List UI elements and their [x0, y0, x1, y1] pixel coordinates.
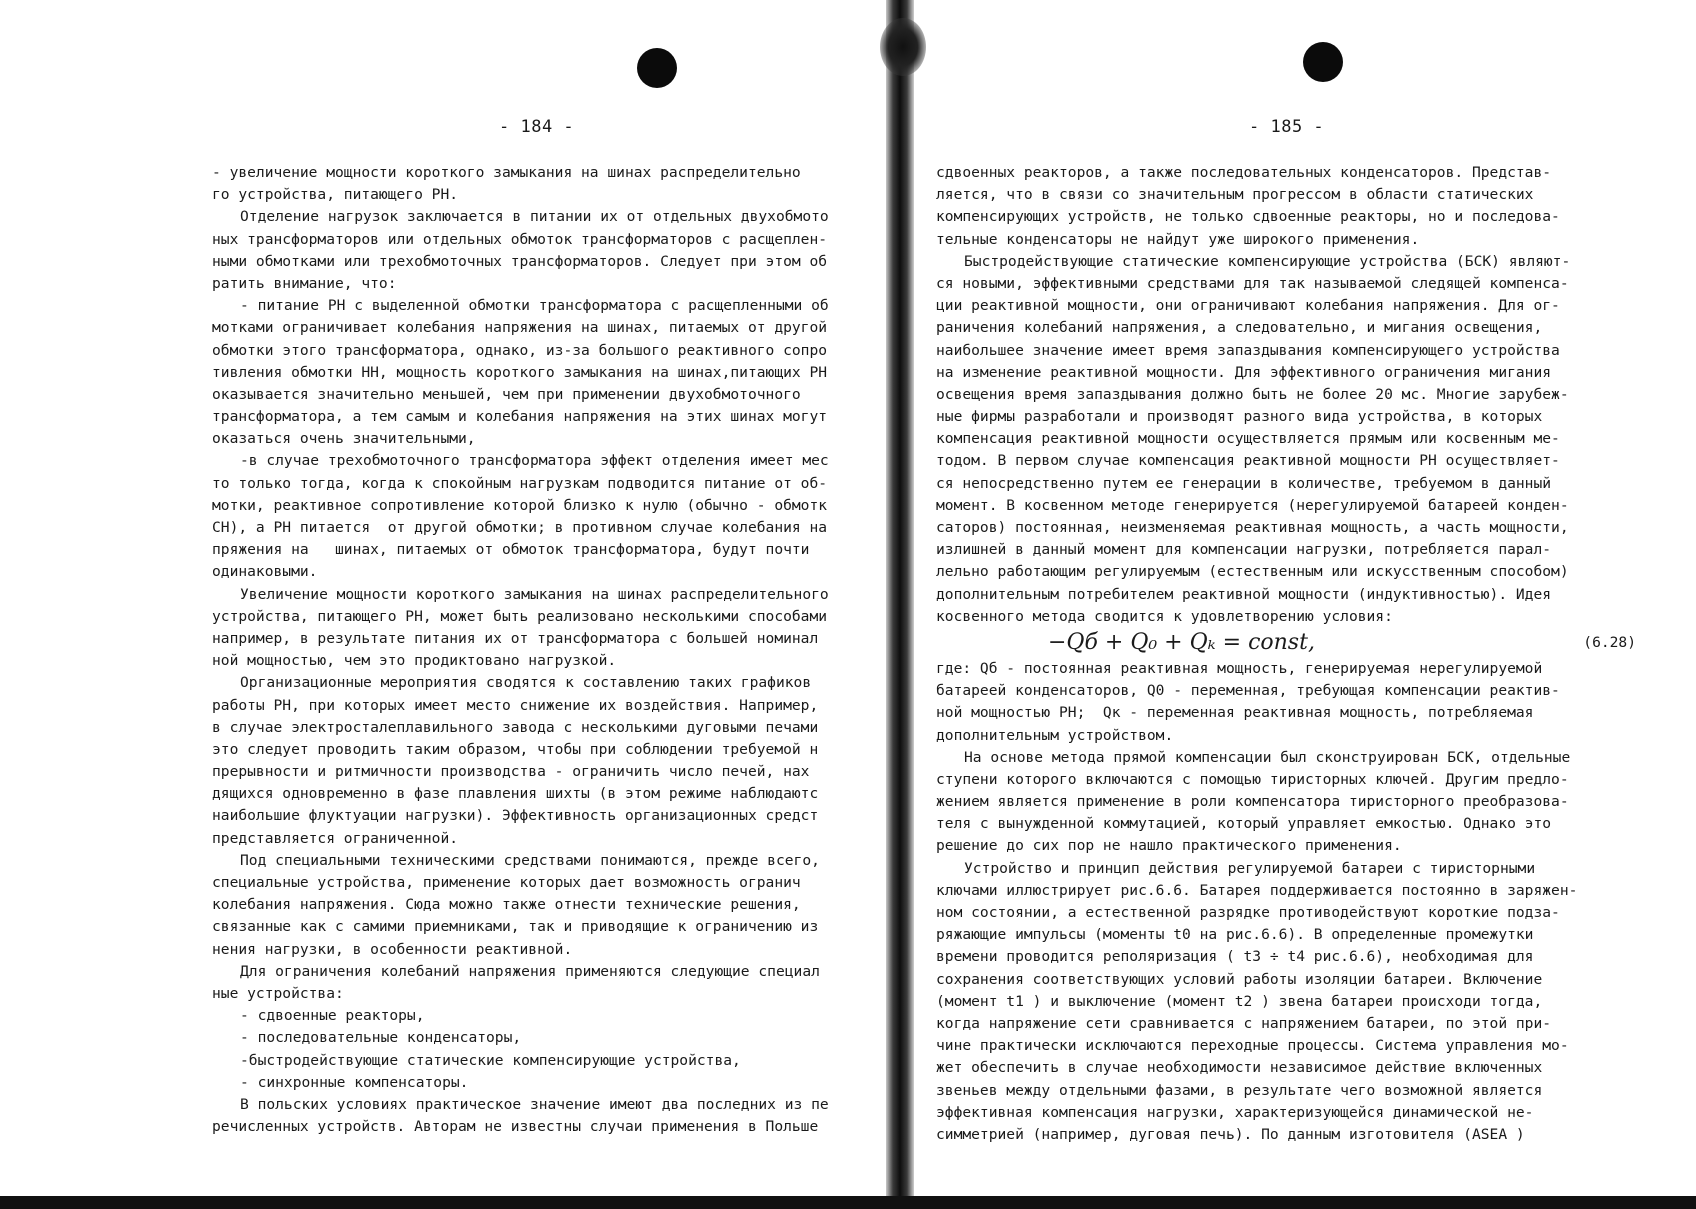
right-page [912, 0, 1696, 1209]
text-line: например, в результате питания их от трансформатора с большей номинал [212, 629, 819, 647]
text-line: обмотки этого трансформатора, однако, из-за большого реактивного сопро [212, 341, 828, 359]
text-line: ной мощностью, чем это продиктовано нагрузкой. [212, 652, 617, 670]
text-line: ряжающие импульсы (моменты t0 на рис.6.6). В определенные промежутки [936, 926, 1534, 944]
text-line: жением является применение в роли компенсатора тиристорного преобразова- [936, 793, 1569, 811]
text-line: в случае электросталеплавильного завода с несколькими дуговыми печами [212, 718, 819, 736]
text-line: Под специальными техническими средствами понимаются, прежде всего, [240, 851, 820, 869]
text-line: батареей конденсаторов, Q0 - переменная, требующая компенсации реактив- [936, 682, 1560, 700]
text-line: -в случае трехобмоточного трансформатора эффект отделения имеет мес [240, 452, 829, 470]
text-line: Увеличение мощности короткого замыкания на шинах распределительного [240, 585, 829, 603]
book-gutter-shadow [886, 0, 914, 1209]
text-line: компенсирующих устройств, не только сдвоенные реакторы, но и последова- [936, 208, 1560, 226]
text-line: ных трансформаторов или отдельных обмоток трансформаторов с расщеплен- [212, 230, 828, 248]
scan-bottom-edge [0, 1196, 1696, 1209]
text-after-formula [936, 658, 1636, 1146]
text-line: го устройства, питающего РН. [212, 186, 459, 204]
text-line: раничения колебаний напряжения, а следовательно, и мигания освещения, [936, 319, 1543, 337]
text-line: компенсация реактивной мощности осуществляется прямым или косвенным ме- [936, 430, 1560, 448]
text-line: СН), а РН питается от другой обмотки; в противном случае колебания на [212, 519, 828, 536]
punch-hole-icon [1303, 42, 1343, 82]
page-body-text [936, 162, 1636, 1146]
text-line: тодом. В первом случае компенсация реактивной мощности РН осуществляет- [936, 452, 1560, 470]
text-line: косвенного метода сводится к удовлетворению условия: [936, 607, 1393, 625]
text-line: связанные как с самими приемниками, так и приводящие к ограничению из [212, 918, 819, 936]
text-line: когда напряжение сети сравнивается с напряжением батареи, по этой при- [936, 1014, 1552, 1032]
text-line: - питание РН с выделенной обмотки трансформатора с расщепленными об [240, 297, 829, 315]
text-line: ступени которого включаются с помощью тиристорных ключей. Другим предло- [936, 770, 1569, 788]
text-line: ся непосредственно путем ее генерации в количестве, требуемом в данный [936, 474, 1552, 492]
text-line: дополнительным потребителем реактивной мощности (индуктивностью). Идея [936, 585, 1552, 603]
text-line: прерывности и ритмичности производства - ограничить число печей, нах [212, 763, 810, 781]
text-before-formula [936, 162, 1636, 628]
text-line: Отделение нагрузок заключается в питании их от отдельных двухобмото [240, 208, 829, 226]
text-line: - увеличение мощности короткого замыкания на шинах распределительно [212, 164, 801, 181]
text-line: времени проводится реполяризация ( t3 ÷ t4 рис.6.6), необходимая для [936, 948, 1534, 966]
equation-line [936, 628, 1636, 658]
text-line: ными обмотками или трехобмоточных трансформаторов. Следует при этом об [212, 252, 828, 270]
text-line: оказаться очень значительными, [212, 430, 476, 448]
punch-hole-icon [637, 48, 677, 88]
text-line: чине практически исключаются переходные процессы. Система управления мо- [936, 1037, 1569, 1055]
text-line: ные фирмы разработали и производят разного вида устройства, в которых [936, 408, 1543, 426]
equation-number: (6.28) [1583, 633, 1636, 651]
text-line: - синхронные компенсаторы. [240, 1073, 469, 1091]
text-line: мотки, реактивное сопротивление которой близко к нулю (обычно - обмотк [212, 496, 828, 514]
text-line: ключами иллюстрирует рис.6.6. Батарея поддерживается постоянно в заряжен- [936, 881, 1578, 899]
page-number: - 185 - [1249, 117, 1325, 137]
text-line: где: Qб - постоянная реактивная мощность, генерируемая нерегулируемой [936, 659, 1543, 677]
text-line: теля с вынужденной коммутацией, который управляет емкостью. Однако это [936, 815, 1552, 833]
text-line: -быстродействующие статические компенсирующие устройства, [240, 1051, 741, 1069]
text-line: дополнительным устройством. [936, 726, 1174, 744]
text-line: работы РН, при которых имеет место снижение их воздействия. Например, [212, 696, 819, 714]
text-line: наибольшее значение имеет время запаздывания компенсирующего устройства [936, 341, 1560, 359]
text-line: представляется ограниченной. [212, 829, 459, 847]
text-line: нения нагрузки, в особенности реактивной. [212, 940, 573, 958]
text-line: дящихся одновременно в фазе плавления шихты (в этом режиме наблюдаютс [212, 785, 819, 803]
text-line: трансформатора, а тем самым и колебания напряжения на этих шинах могут [212, 408, 828, 426]
text-line: речисленных устройств. Авторам не известны случаи применения в Польше [212, 1118, 819, 1136]
text-line: симметрией (например, дуговая печь). По данным изготовителя (ASEA ) [936, 1125, 1525, 1143]
text-line: жет обеспечить в случае необходимости независимое действие включенных [936, 1059, 1543, 1077]
text-line: ном состоянии, а естественной разрядке противодействуют короткие подза- [936, 904, 1560, 921]
text-line: то только тогда, когда к спокойным нагрузкам подводится питание от об- [212, 474, 828, 492]
text-line: ляется, что в связи со значительным прогрессом в области статических [936, 186, 1534, 204]
equation: −Qб + Q₀ + Qₖ = const, [1048, 629, 1315, 655]
text-line: момент. В косвенном методе генерируется (нерегулируемой батареей конден- [936, 496, 1569, 514]
text-line: одинаковыми. [212, 563, 318, 581]
text-line: решение до сих пор не нашло практического применения. [936, 837, 1402, 855]
text-line: Устройство и принцип действия регулируемой батареи с тиристорными [964, 859, 1536, 877]
text-line: наибольшие флуктуации нагрузки). Эффективность организационных средст [212, 807, 819, 825]
text-line: специальные устройства, применение которых дает возможность огранич [212, 874, 801, 891]
text-line: Для ограничения колебаний напряжения применяются следующие специал [240, 962, 820, 980]
text-line: В польских условиях практическое значение имеют два последних из пе [240, 1095, 829, 1113]
text-line: пряжения на шинах, питаемых от обмоток трансформатора, будут почти [212, 541, 810, 559]
text-line: На основе метода прямой компенсации был сконструирован БСК, отдельные [964, 748, 1571, 766]
text-line: тивления обмотки НН, мощность короткого замыкания на шинах,питающих РН [212, 363, 828, 381]
text-line: звеньев между отдельными фазами, в результате чего возможной является [936, 1081, 1543, 1099]
text-line: тельные конденсаторы не найдут уже широкого применения. [936, 230, 1420, 248]
text-line: ратить внимание, что: [212, 274, 397, 292]
page-body-text [212, 162, 886, 1138]
text-line: сдвоенных реакторов, а также последовательных конденсаторов. Представ- [936, 164, 1552, 181]
scan-blot [880, 18, 926, 76]
text-line: ные устройства: [212, 984, 344, 1002]
text-line: лельно работающим регулируемым (естественным или искусственным способом) [936, 563, 1569, 581]
text-line: мотками ограничивает колебания напряжения на шинах, питаемых от другой [212, 319, 828, 337]
text-line: колебания напряжения. Сюда можно также отнести технические решения, [212, 896, 801, 914]
text-line: излишней в данный момент для компенсации нагрузки, потребляется парал- [936, 541, 1552, 559]
text-line: ной мощностью РН; Qк - переменная реактивная мощность, потребляемая [936, 704, 1534, 722]
text-line: ся новыми, эффективными средствами для так называемой следящей компенса- [936, 274, 1569, 292]
text-line: саторов) постоянная, неизменяемая реактивная мощность, а часть мощности, [936, 519, 1569, 536]
text-line: (момент t1 ) и выключение (момент t2 ) звена батареи происходи тогда, [936, 992, 1543, 1010]
text-line: оказывается значительно меньшей, чем при применении двухобмоточного [212, 385, 801, 403]
page-number: - 184 - [499, 117, 575, 137]
text-line: эффективная компенсация нагрузки, характеризующейся динамической не- [936, 1103, 1534, 1121]
text-line: - последовательные конденсаторы, [240, 1029, 522, 1047]
text-line: - сдвоенные реакторы, [240, 1007, 425, 1025]
text-line: сохранения соответствующих условий работы изоляции батареи. Включение [936, 970, 1543, 988]
text-line: Быстродействующие статические компенсирующие устройства (БСК) являют- [964, 252, 1571, 270]
text-line: Организационные мероприятия сводятся к составлению таких графиков [240, 674, 812, 692]
text-line: это следует проводить таким образом, чтобы при соблюдении требуемой н [212, 740, 819, 758]
text-line: на изменение реактивной мощности. Для эффективного ограничения мигания [936, 363, 1552, 381]
text-line: освещения время запаздывания должно быть не более 20 мс. Многие зарубеж- [936, 385, 1569, 403]
text-line: устройства, питающего РН, может быть реализовано несколькими способами [212, 607, 828, 625]
text-line: ции реактивной мощности, они ограничивают колебания напряжения. Для ог- [936, 297, 1560, 315]
